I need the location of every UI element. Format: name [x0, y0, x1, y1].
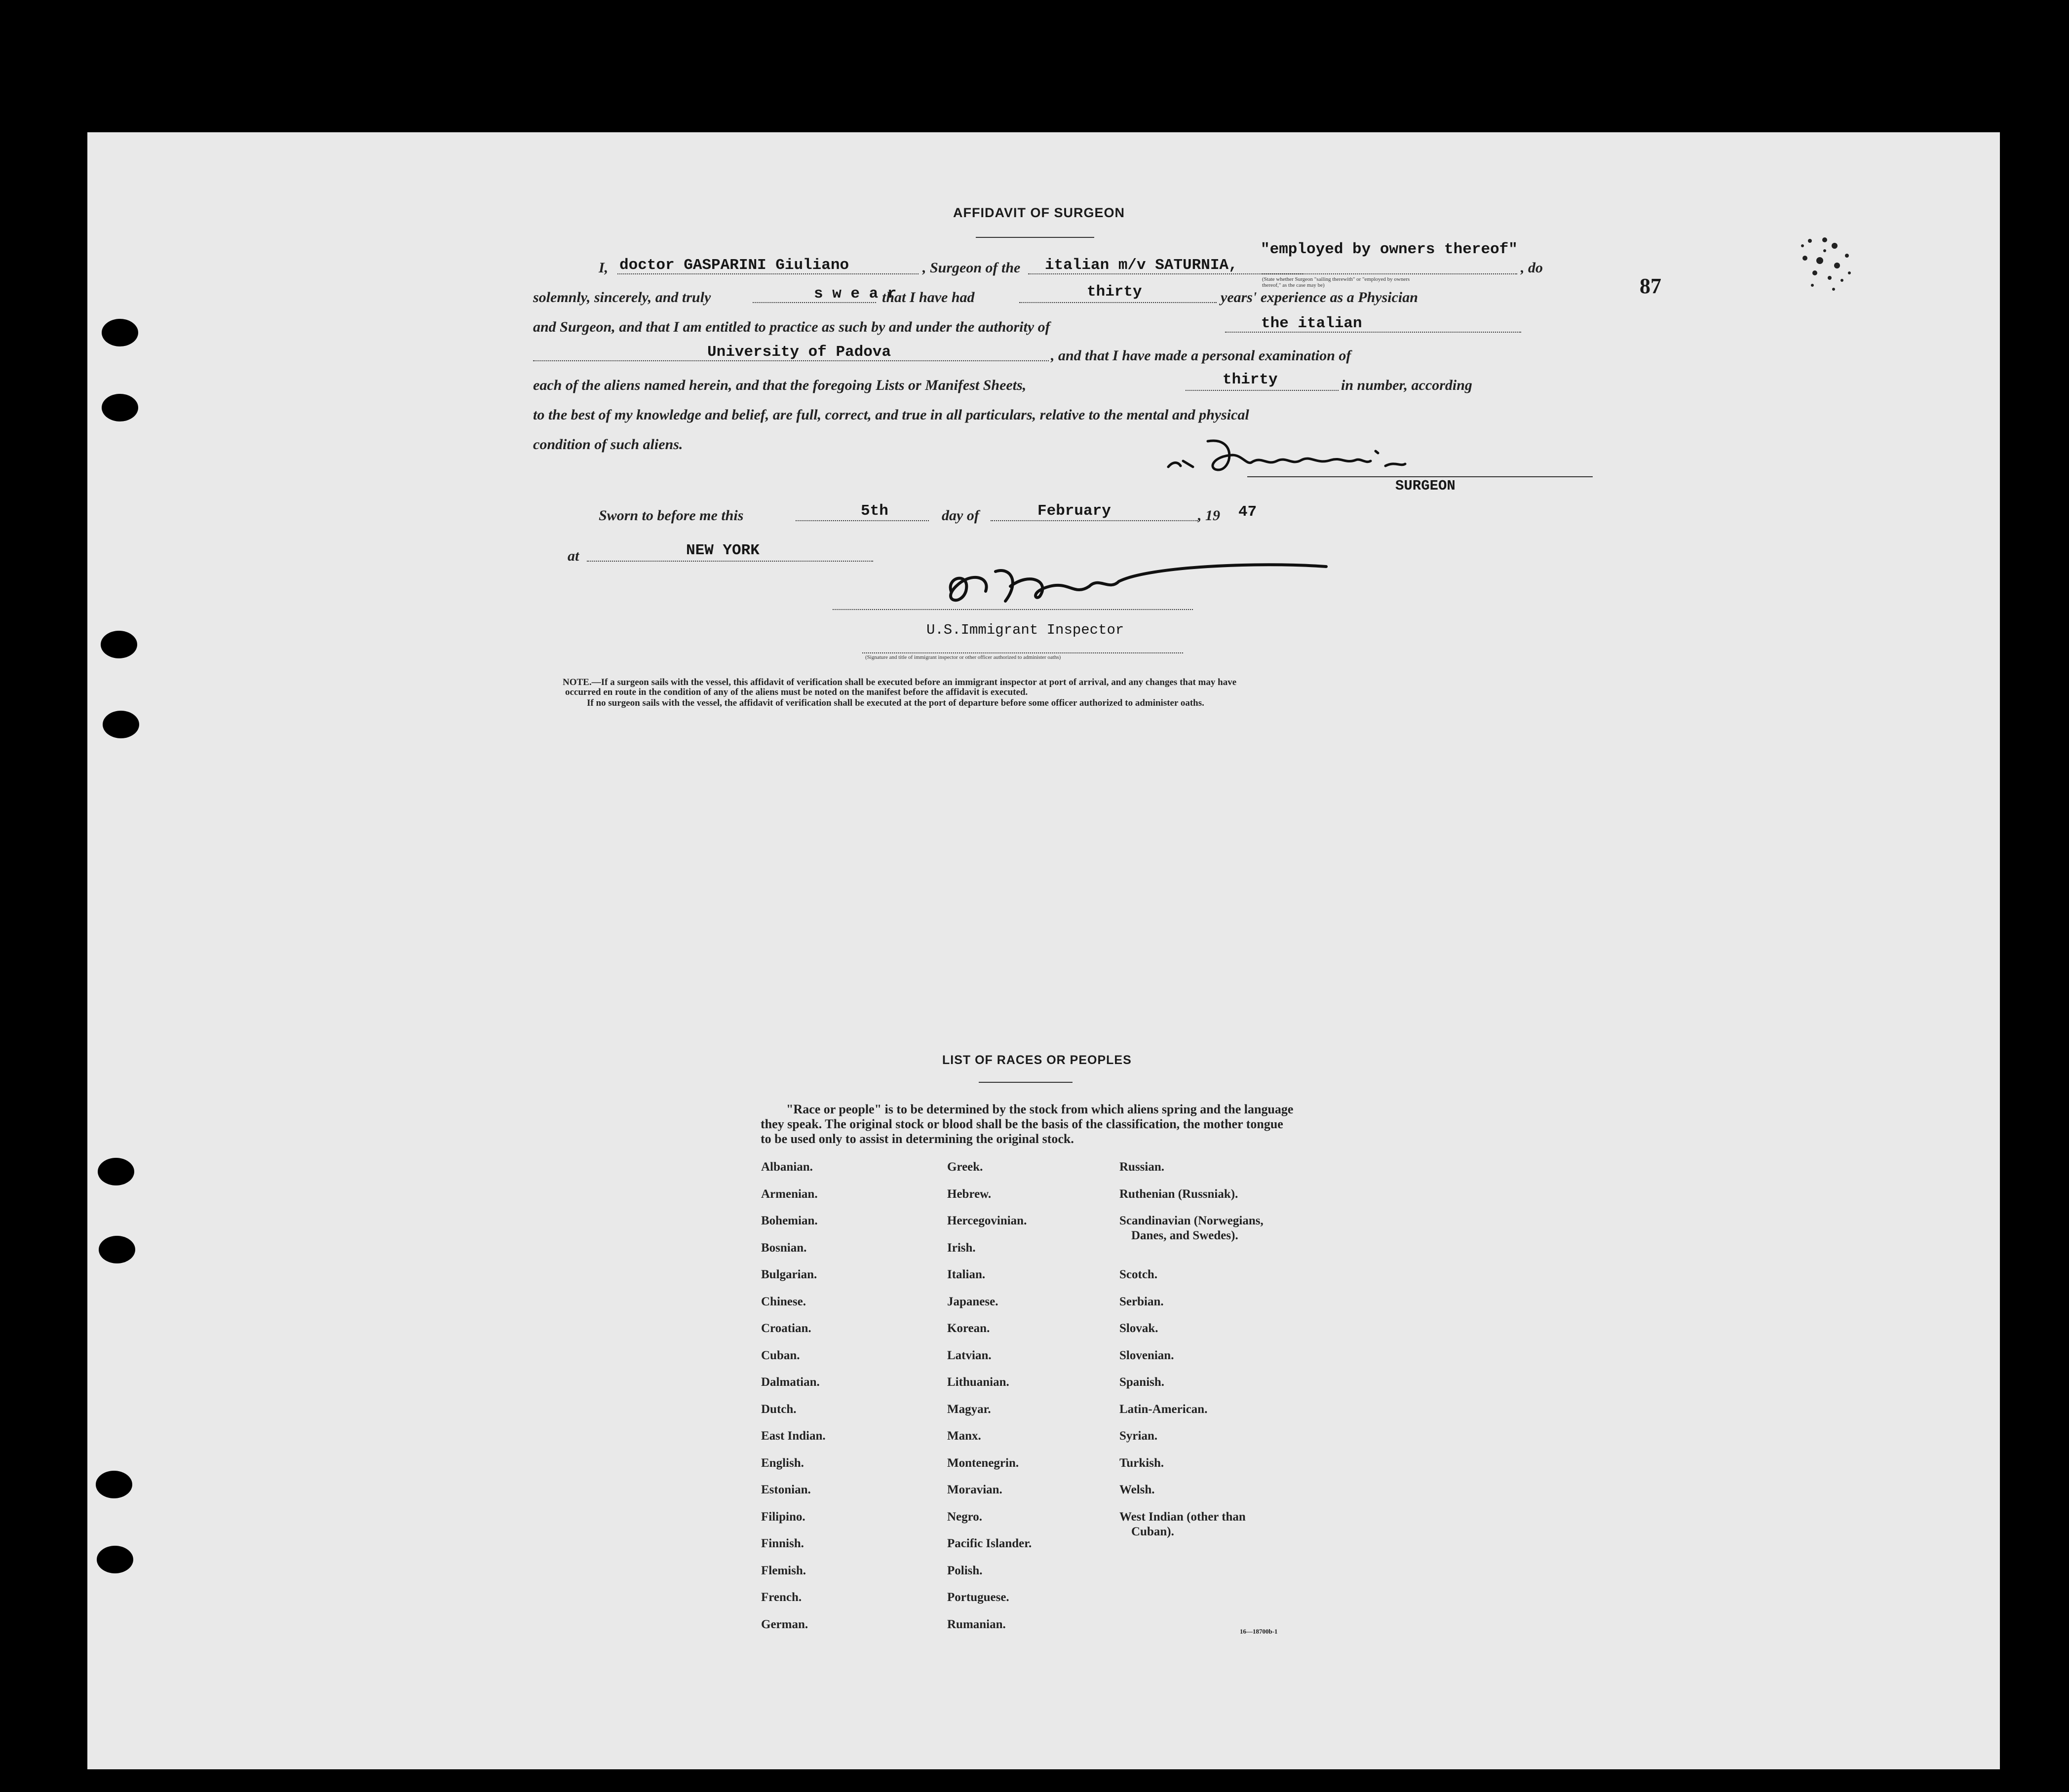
race-entry: Croatian. — [761, 1322, 811, 1335]
sworn-year: 47 — [1238, 503, 1257, 521]
inspector-note: (Signature and title of immigrant inspector or other officer authorized to administer oaths) — [865, 654, 1061, 660]
punch-hole — [103, 711, 139, 738]
affidavit-text: to the best of my knowledge and belief, are full, correct, and true in all particulars, relative to the mental and physical — [533, 407, 1249, 423]
years-blank — [1019, 302, 1217, 303]
race-entry: Flemish. — [761, 1563, 806, 1577]
title-rule — [976, 237, 1094, 238]
sworn-day: 5th — [861, 502, 888, 520]
race-entry: Hercegovinian. — [947, 1214, 1027, 1227]
race-entry: Montenegrin. — [947, 1456, 1019, 1470]
authority-line-2: University of Padova — [707, 343, 891, 361]
sworn-month: February — [1037, 502, 1111, 520]
race-entry: Slovak. — [1119, 1322, 1158, 1335]
race-entry: Dalmatian. — [761, 1375, 820, 1389]
affidavit-text: , and that I have made a personal examination of — [1051, 347, 1351, 364]
race-entry: Syrian. — [1119, 1429, 1158, 1443]
race-entry: Polish. — [947, 1563, 983, 1577]
race-entry: West Indian (other than — [1119, 1510, 1246, 1524]
inspector-signature — [912, 557, 1356, 616]
surgeon-signature-line — [1247, 476, 1593, 477]
race-entry: Hebrew. — [947, 1187, 992, 1201]
affidavit-text: , do — [1521, 260, 1543, 276]
surgeon-label: SURGEON — [1395, 478, 1456, 494]
race-entry: Serbian. — [1119, 1295, 1164, 1308]
race-entry: Filipino. — [761, 1510, 805, 1524]
punch-hole — [98, 1158, 134, 1185]
race-entry: Manx. — [947, 1429, 981, 1443]
month-blank — [991, 520, 1198, 521]
race-entry: Rumanian. — [947, 1617, 1006, 1631]
employment-status: "employed by owners thereof" — [1261, 241, 1518, 258]
race-entry: Bulgarian. — [761, 1268, 817, 1281]
form-code: 16—18700b-1 — [1240, 1628, 1278, 1635]
race-entry: Japanese. — [947, 1295, 998, 1308]
race-entry: East Indian. — [761, 1429, 826, 1443]
race-entry: Korean. — [947, 1322, 990, 1335]
races-column-3 — [1119, 1160, 1307, 1551]
affidavit-text: that I have had — [882, 289, 975, 305]
manifest-page — [87, 132, 2000, 1769]
race-entry: Italian. — [947, 1268, 986, 1281]
inspector-title: U.S.Immigrant Inspector — [926, 622, 1124, 638]
affidavit-text: I, — [599, 260, 609, 276]
affidavit-text: and Surgeon, and that I am entitled to practice as such by and under the authority of — [533, 319, 1050, 335]
race-entry: Bohemian. — [761, 1214, 818, 1227]
affidavit-text: condition of such aliens. — [533, 436, 683, 453]
race-entry: Moravian. — [947, 1483, 1002, 1496]
affidavit-text: years' experience as a Physician — [1221, 289, 1418, 305]
punch-hole — [102, 319, 138, 346]
race-entry: Armenian. — [761, 1187, 818, 1201]
affidavit-text: , 19 — [1198, 507, 1220, 524]
races-intro: "Race or people" is to be determined by the stock from which aliens spring and the language they speak. The original stock or blood shall be the basis of the classification, the mother tongue to be used only to assist in determining the original stock. — [761, 1102, 1294, 1146]
years-experience: thirty — [1087, 283, 1142, 301]
races-title-rule — [979, 1082, 1073, 1083]
punch-hole — [101, 631, 137, 658]
affidavit-text: in number, according — [1341, 377, 1472, 393]
punch-hole — [102, 394, 138, 421]
race-entry: Dutch. — [761, 1402, 797, 1416]
note-line-1: NOTE.—If a surgeon sails with the vessel, this affidavit of verification shall be executed before an immigrant inspector at port of arrival, and any changes that may have — [563, 677, 1237, 687]
race-entry: Danes, and Swedes). — [1131, 1229, 1238, 1242]
race-entry: Portuguese. — [947, 1591, 1009, 1604]
race-entry: Slovenian. — [1119, 1348, 1174, 1362]
employment-blank — [1261, 273, 1517, 274]
race-entry: Magyar. — [947, 1402, 991, 1416]
punch-hole — [97, 1546, 133, 1573]
races-column-2 — [947, 1160, 1105, 1644]
races-column-1 — [761, 1160, 929, 1644]
race-entry: Greek. — [947, 1160, 983, 1174]
race-entry: German. — [761, 1617, 808, 1631]
race-entry: Latin-American. — [1119, 1402, 1208, 1416]
race-entry: Lithuanian. — [947, 1375, 1009, 1389]
inspector-title-line — [862, 652, 1183, 653]
affidavit-text: solemnly, sincerely, and truly — [533, 289, 711, 305]
page-number: 87 — [1640, 274, 1661, 298]
inspector-signature-line — [833, 609, 1193, 610]
race-entry: Ruthenian (Russniak). — [1119, 1187, 1238, 1201]
race-entry: English. — [761, 1456, 804, 1470]
authority-line-1: the italian — [1261, 315, 1362, 332]
race-entry: Finnish. — [761, 1537, 804, 1550]
affidavit-text: each of the aliens named herein, and that the foregoing Lists or Manifest Sheets, — [533, 377, 1027, 393]
punch-hole — [96, 1471, 132, 1498]
race-entry: Irish. — [947, 1241, 976, 1255]
race-entry: Turkish. — [1119, 1456, 1164, 1470]
races-title: LIST OF RACES OR PEOPLES — [942, 1053, 1132, 1067]
race-entry: Estonian. — [761, 1483, 811, 1496]
ink-speck-cluster — [1790, 231, 1869, 305]
race-entry: Negro. — [947, 1510, 983, 1524]
race-entry: Bosnian. — [761, 1241, 807, 1255]
race-entry: Pacific Islander. — [947, 1537, 1032, 1550]
vessel-name: italian m/v SATURNIA, — [1045, 257, 1238, 274]
race-entry: Scotch. — [1119, 1268, 1158, 1281]
employment-note: (State whether Surgeon "sailing therewith" or "employed by owners thereof," as the case may be) — [1262, 276, 1410, 288]
affidavit-title: AFFIDAVIT OF SURGEON — [953, 205, 1125, 220]
punch-hole — [99, 1236, 135, 1263]
race-entry: Russian. — [1119, 1160, 1165, 1174]
affidavit-text: Sworn to before me this — [599, 507, 744, 524]
place-blank — [587, 561, 873, 562]
race-entry: Cuban. — [761, 1348, 800, 1362]
sworn-place: NEW YORK — [686, 542, 760, 559]
sheets-count: thirty — [1223, 371, 1278, 388]
race-entry: Albanian. — [761, 1160, 813, 1174]
race-entry: Spanish. — [1119, 1375, 1165, 1389]
surgeon-name: doctor GASPARINI Giuliano — [619, 257, 849, 274]
race-entry: French. — [761, 1591, 802, 1604]
note-line-3: If no surgeon sails with the vessel, the affidavit of verification shall be executed at the port of departure before some officer authorized to administer oaths. — [587, 698, 1204, 708]
surgeon-signature — [1163, 431, 1538, 481]
note-line-2: occurred en route in the condition of any of the aliens must be noted on the manifest before the affidavit is executed. — [565, 687, 1028, 697]
race-entry: Cuban). — [1131, 1525, 1174, 1538]
race-entry: Welsh. — [1119, 1483, 1155, 1496]
affidavit-text: , Surgeon of the — [922, 260, 1021, 276]
day-blank — [796, 520, 929, 521]
race-entry: Scandinavian (Norwegians, — [1119, 1214, 1264, 1227]
race-entry: Chinese. — [761, 1295, 806, 1308]
affidavit-text: day of — [942, 507, 979, 524]
race-entry: Latvian. — [947, 1348, 992, 1362]
sheets-blank — [1186, 390, 1339, 391]
oath-word: s w e a r — [814, 285, 897, 303]
affidavit-text: at — [568, 548, 579, 564]
